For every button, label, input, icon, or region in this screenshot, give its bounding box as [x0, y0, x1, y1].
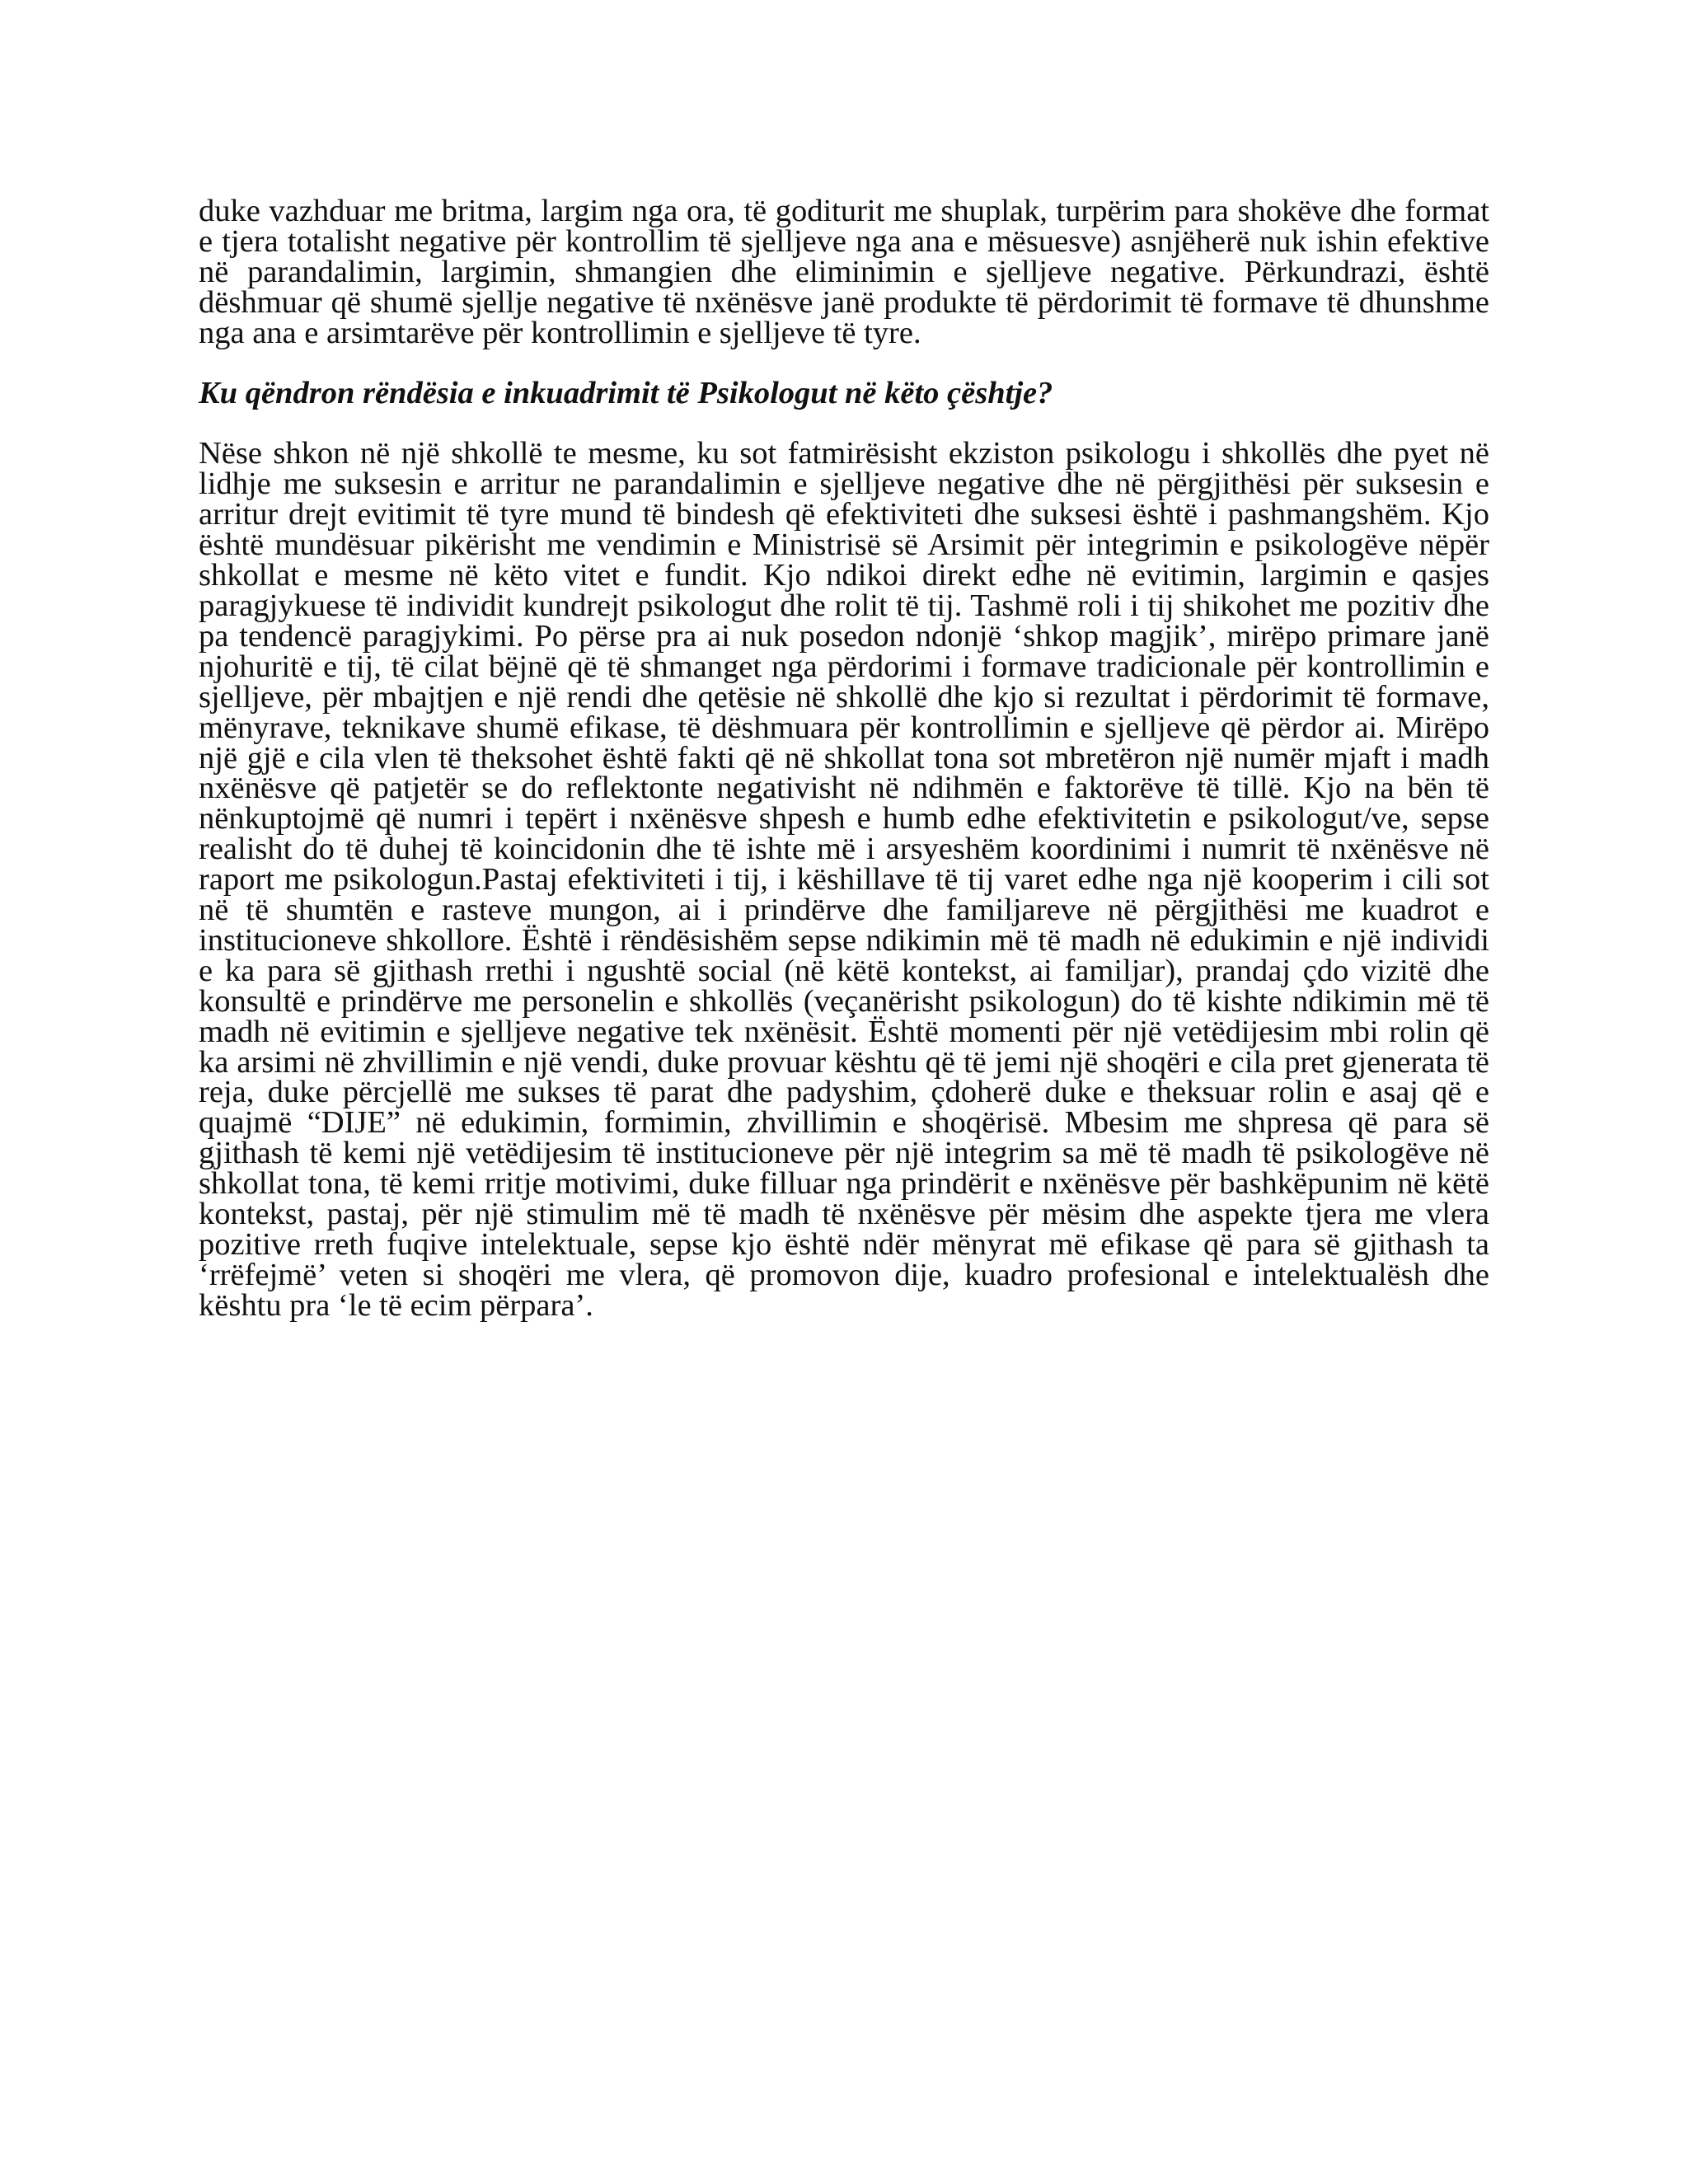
- paragraph-main: Nëse shkon në një shkollë te mesme, ku sot fatmirësisht ekziston psikologu i shkollës dhe pyet në lidhje me suksesin e arritur ne parandalimin e sjelljeve negative dhe në përgjithësi për suksesin e arritur drejt evitimit të tyre mund të bindesh që efektiviteti dhe suksesi është i pashmangshëm. Kjo është mundësuar pikërisht me vendimin e Ministrisë së Arsimit për integrimin e psikologëve nëpër shkollat e mesme në këto vitet e fundit. Kjo ndikoi direkt edhe në evitimin, largimin e qasjes paragjykuese të individit kundrejt psikologut dhe rolit të tij. Tashmë roli i tij shikohet me pozitiv dhe pa tendencë paragjykimi. Po përse pra ai nuk posedon ndonjë ‘shkop magjik’, mirëpo primare janë njohuritë e tij, të cilat bëjnë që të shmanget nga përdorimi i formave tradicionale për kontrollimin e sjelljeve, për mbajtjen e një rendi dhe qetësie në shkollë dhe kjo si rezultat i përdorimit të formave, mënyrave, teknikave shumë efikase, të dëshmuara për kontrollimin e sjelljeve që përdor ai. Mirëpo një gjë e cila vlen të theksohet është fakti që në shkollat tona sot mbretëron një numër mjaft i madh nxënësve që patjetër se do reflektonte negativisht në ndihmën e faktorëve të tillë. Kjo na bën të nënkuptojmë që numri i tepërt i nxënësve shpesh e humb edhe efektivitetin e psikologut/ve, sepse realisht do të duhej të koincidonin dhe të ishte më i arsyeshëm koordinimi i numrit të nxënësve në raport me psikologun.Pastaj efektiviteti i tij, i këshillave të tij varet edhe nga një kooperim i cili sot në të shumtën e rasteve mungon, ai i prindërve dhe familjareve në përgjithësi me kuadrot e institucioneve shkollore. Është i rëndësishëm sepse ndikimin më të madh në edukimin e një individi e ka para së gjithash rrethi i ngushtë social (në këtë kontekst, ai familjar), prandaj çdo vizitë dhe konsultë e prindërve me personelin e shkollës (veçanërisht psikologun) do të kishte ndikimin më të madh në evitimin e sjelljeve negative tek nxënësit. Është momenti për një vetëdijesim mbi rolin që ka arsimi në zhvillimin e një vendi, duke provuar kështu që të jemi një shoqëri e cila pret gjenerata të reja, duke përcjellë me sukses të parat dhe padyshim, çdoherë duke e theksuar rolin e asaj që e quajmë “DIJE” në edukimin, formimin, zhvillimin e shoqërisë. Mbesim me shpresa që para së gjithash të kemi një vetëdijesim të institucioneve për një integrim sa më të madh të psikologëve në shkollat tona, të kemi rritje motivimi, duke filluar nga prindërit e nxënësve për bashkëpunim në këtë kontekst, pastaj, për një stimulim më të madh të nxënësve për mësim dhe aspekte tjera me vlera pozitive rreth fuqive intelektuale, sepse kjo është ndër mënyrat më efikase që para së gjithash ta ‘rrëfejmë’ veten si shoqëri me vlera, që promovon dije, kuadro profesional e intelektualësh dhe kështu pra ‘le të ecim përpara’.: [199, 436, 1489, 1323]
- document-body: [199, 196, 1489, 1321]
- paragraph-intro: duke vazhduar me britma, largim nga ora, të goditurit me shuplak, turpërim para shokëve dhe format e tjera totalisht negative për kontrollim të sjelljeve nga ana e mësuesve) asnjëherë nuk ishin efektive në parandalimin, largimin, shmangien dhe eliminimin e sjelljeve negative. Përkundrazi, është dëshmuar që shumë sjellje negative të nxënësve janë produkte të përdorimit të formave të dhunshme nga ana e arsimtarëve për kontrollimin e sjelljeve të tyre.: [199, 194, 1489, 350]
- section-heading: Ku qëndron rëndësia e inkuadrimit të Psikologut në këto çështje?: [199, 375, 1053, 410]
